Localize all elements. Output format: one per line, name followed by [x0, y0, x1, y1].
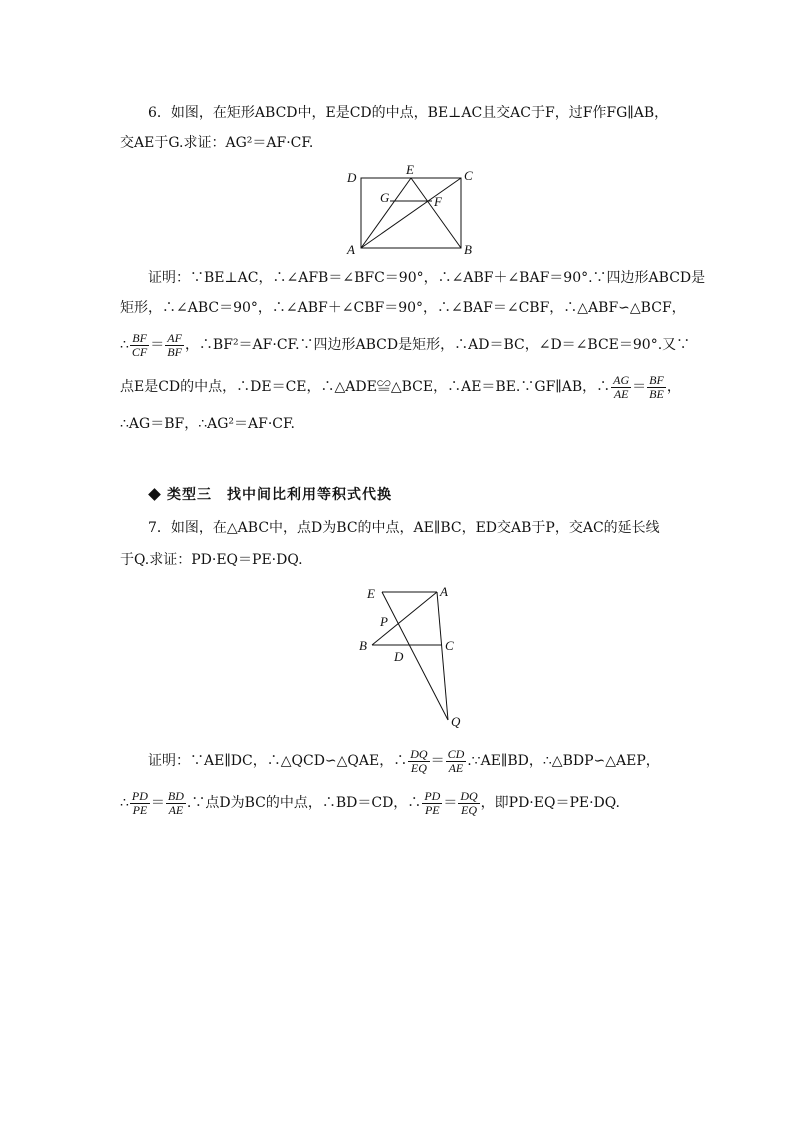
problem-6-line-2: 交AE于G.求证：AG²＝AF·CF. [120, 135, 314, 151]
diamond-bullet-icon [148, 488, 161, 501]
proof-7-line-1: 证明：∵AE∥DC，∴△QCD∽△QAE，∴ $\frac{DQ}{EQ}$ ＝ $\frac{CD}{AE}$ .∵AE∥BD，∴△BDP∽△AEP， [148, 746, 660, 775]
fraction-bf-cf: $\frac{BF}{CF}$ [131, 330, 148, 359]
proof-6-line-5: ∴AG＝BF，∴AG²＝AF·CF. [120, 416, 295, 432]
fraction-pd-pe-2: $\frac{PD}{PE}$ [424, 788, 441, 817]
label-c: C [445, 638, 454, 653]
proof-6-line-1: 证明：∵BE⊥AC，∴∠AFB＝∠BFC＝90°，∴∠ABF＋∠BAF＝90°.∵四边形ABCD是 [148, 270, 706, 286]
label-c: C [464, 168, 473, 183]
label-b: B [464, 242, 472, 257]
label-e: E [406, 162, 414, 177]
label-q: Q [451, 714, 461, 729]
segment-eq [382, 592, 448, 720]
fraction-cd-ae: $\frac{CD}{AE}$ [447, 746, 465, 775]
fraction-bd-ae: $\frac{BD}{AE}$ [167, 788, 184, 817]
label-g: G [380, 190, 390, 205]
label-b: B [359, 638, 367, 653]
figure-7-triangle-diagram [355, 580, 475, 735]
problem-7-line-2: 于Q.求证：PD·EQ＝PE·DQ. [120, 552, 303, 568]
proof-6-line-3: ∴ $\frac{BF}{CF}$ ＝ $\frac{AF}{BF}$ ，∴BF²＝AF·CF.∵四边形ABCD是矩形，∴AD＝BC，∠D＝∠BCE＝90°.又∵ [120, 330, 691, 359]
proof-6-line-4: 点E是CD的中点，∴DE＝CE，∴△ADE≌△BCE，∴AE＝BE.∵GF∥AB，∴ $\frac{AG}{AE}$ ＝ $\frac{BF}{BE}$ ， [120, 372, 681, 401]
fraction-bf-be: $\frac{BF}{BE}$ [649, 372, 664, 401]
problem-6-line-1: 6．如图，在矩形ABCD中，E是CD的中点，BE⊥AC且交AC于F，过F作FG∥AB， [148, 105, 669, 121]
fraction-dq-eq: $\frac{DQ}{EQ}$ [410, 746, 428, 775]
label-e: E [367, 586, 375, 601]
fraction-pd-pe: $\frac{PD}{PE}$ [131, 788, 148, 817]
proof-6-line-2: 矩形，∴∠ABC＝90°，∴∠ABF＋∠CBF＝90°，∴∠BAF＝∠CBF，∴△ABF∽△BCF， [120, 300, 686, 316]
problem-7-line-1: 7．如图，在△ABC中，点D为BC的中点，AE∥BC，ED交AB于P，交AC的延长线 [148, 520, 660, 536]
label-f: F [434, 194, 442, 209]
fraction-af-bf: $\frac{AF}{BF}$ [167, 330, 182, 359]
label-d: D [347, 170, 357, 185]
label-a: A [440, 584, 448, 599]
figure-6-rectangle-diagram [340, 160, 480, 260]
proof-7-line-2: ∴ $\frac{PD}{PE}$ ＝ $\frac{BD}{AE}$ .∵点D为BC的中点，∴BD＝CD，∴ $\frac{PD}{PE}$ ＝ $\frac{DQ}{EQ}$ ，即PD·EQ＝PE·DQ. [120, 788, 620, 817]
fraction-ag-ae: $\frac{AG}{AE}$ [613, 372, 630, 401]
segment-be [411, 178, 461, 248]
label-d: D [394, 649, 404, 664]
label-a: A [347, 242, 355, 257]
segment-ac [361, 178, 461, 248]
fraction-dq-eq-2: $\frac{DQ}{EQ}$ [460, 788, 478, 817]
segment-ae [361, 178, 411, 248]
section-heading: 类型三 找中间比利用等积式代换 [150, 484, 392, 504]
label-p: P [380, 614, 388, 629]
